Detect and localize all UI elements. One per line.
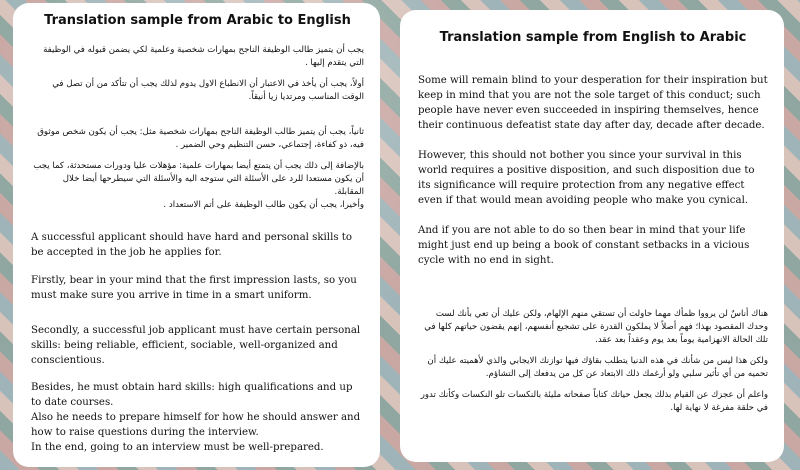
left-card-title: Translation sample from Arabic to English (44, 13, 351, 28)
ar-paragraph: بالإضافة إلى ذلك يجب أن يتمتع أيضا بمهارات علمية: مؤهلات عليا ودورات مستحدثة، كما يجب أن يكون مستعدا للرد على الأسئلة التي ستوجه اليه والأسئلة التي سيطرحها أيضا خلال المقابلة. (33, 161, 364, 197)
en-paragraph: Secondly, a successful job applicant must have certain personal skills: being reliable, efficient, sociable, well-organized and conscientious. (31, 325, 361, 366)
ar-paragraph: ولكن هذا ليس من شأنك في هذه الدنيا يتطلب بقاؤك فيها توازنك الايجابي والذي لأهميته عليك أن تحميه من أي تأثير سلبي ولو أرغمك ذلك الابتعاد عن كل من يدفعك إلى التشاؤم. (427, 356, 768, 379)
left-sample-card (13, 3, 380, 467)
ar-paragraph: هناك أناسٌ لن يرووا ظمأك مهما حاولت أن تستقي منهم الإلهام، ولكن عليك أن تعي بأنك لست وحدك المقصود بهذا؛ فهم أصلاً لا يملكون القدرة على تشجيع أنفسهم، إنهم يقضون حياتهم كلها في تلك الحالة الانهزامية يوماً بعد يوم وعقداً بعد عقد. (424, 309, 768, 345)
ar-paragraph: واعلم أن عجزك عن القيام بذلك يجعل حياتك كتاباً صفحاته مليئة بالنكسات تلو النكسات وكأنك تدور في حلقة مفرغة لا نهاية لها. (420, 390, 768, 413)
en-paragraph: And if you are not able to do so then bear in mind that your life might just end up being a book of constant setbacks in a vicious cycle with no end in sight. (418, 225, 750, 266)
en-paragraph: In the end, going to an interview must be well-prepared. (31, 442, 324, 453)
en-paragraph: However, this should not bother you since your survival in this world requires a positive disposition, and such disposition due to its significance will require protection from any negative effect even if that would mean avoiding people who make you cynical. (418, 150, 755, 206)
en-paragraph: A successful applicant should have hard and personal skills to be accepted in the job he applies for. (31, 232, 353, 258)
en-paragraph: Firstly, bear in your mind that the first impression lasts, so you must make sure you arrive in time in a smart uniform. (31, 275, 357, 301)
en-paragraph: Besides, he must obtain hard skills: high qualifications and up to date courses. (31, 382, 353, 408)
ar-paragraph: أولاً، يجب أن يأخذ في الاعتبار أن الانطباع الاول يدوم لذلك يجب أن تتأكد من أن تصل في الوقت المناسب ومرتديا زيا أنيقاً. (52, 79, 364, 102)
ar-paragraph: ثانياً، يجب أن يتميز طالب الوظيفة الناجح بمهارات شخصية مثل: يجب أن يكون شخص موثوق فيه، ذو كفاءة، إجتماعي، حسن التنظيم وحي الضمير . (37, 127, 364, 150)
ar-paragraph: يجب أن يتميز طالب الوظيفة الناجح بمهارات شخصية وعلمية لكي يضمن قبوله في الوظيفة التي يتقدم إليها . (43, 45, 364, 68)
right-sample-card (400, 10, 784, 462)
en-paragraph: Also he needs to prepare himself for how he should answer and how to raise questions during the interview. (31, 412, 361, 438)
ar-paragraph: وأخيرا، يجب أن يكون طالب الوظيفة على أتم الاستعداد . (163, 200, 364, 210)
right-card-title: Translation sample from English to Arabic (439, 30, 747, 45)
en-paragraph: Some will remain blind to your desperation for their inspiration but keep in mind that you are not the sole target of this conduct; such people have never even succeeded in inspiring themselves, hence their continuous defeatist state day after day, decade after decade. (418, 75, 768, 131)
